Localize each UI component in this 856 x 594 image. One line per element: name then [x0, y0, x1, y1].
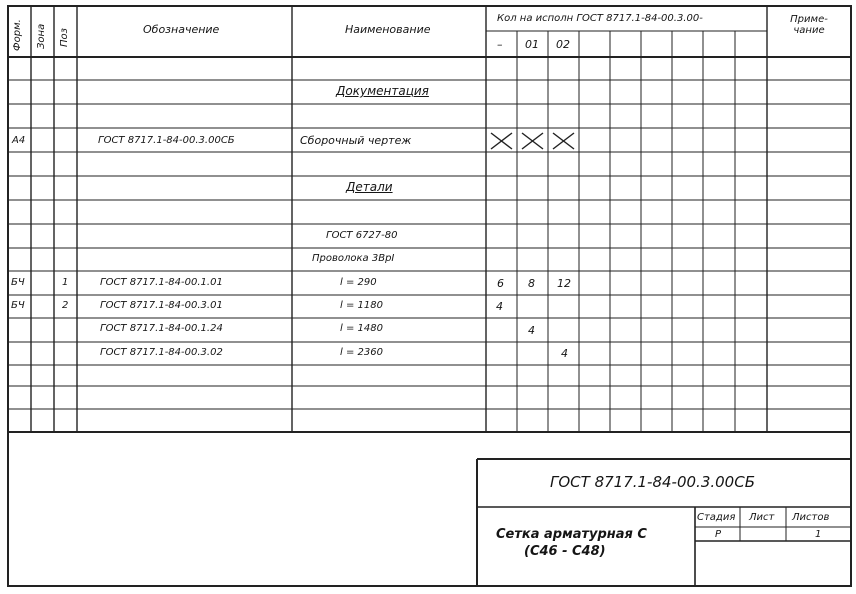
- stage-label: Стадия: [697, 512, 736, 523]
- col-zone-header: Зона: [36, 23, 47, 49]
- item3-designation: ГОСТ 8717.1-84-00.1.24: [100, 323, 223, 334]
- section-details: Детали: [346, 180, 393, 194]
- title-designation: ГОСТ 8717.1-84-00.3.00СБ: [550, 473, 755, 491]
- item2-pos: 2: [62, 300, 69, 311]
- doc-format: А4: [12, 135, 26, 146]
- sheets-value: 1: [815, 529, 822, 540]
- section-documentation: Документация: [336, 84, 429, 98]
- item1-pos: 1: [62, 277, 69, 288]
- col-pos-header: Поз: [59, 28, 70, 47]
- item3-qty-01: 4: [528, 324, 535, 337]
- item1-format: БЧ: [11, 277, 25, 288]
- item1-name: l = 290: [340, 277, 377, 288]
- item1-designation: ГОСТ 8717.1-84-00.1.01: [100, 277, 223, 288]
- doc-designation: ГОСТ 8717.1-84-00.3.00СБ: [98, 135, 235, 146]
- exec-01-header: 01: [525, 38, 539, 51]
- item4-qty-02: 4: [561, 347, 568, 360]
- col-name-header: Наименование: [345, 23, 431, 36]
- item1-qty-dash: 6: [497, 277, 504, 290]
- item1-qty-02: 12: [557, 277, 571, 290]
- col-note-header: Приме- чание: [790, 14, 828, 36]
- title-name-line2: (С46 - С48): [524, 544, 606, 559]
- stage-value: Р: [715, 529, 722, 540]
- item4-designation: ГОСТ 8717.1-84-00.3.02: [100, 347, 223, 358]
- x-marks: [491, 133, 574, 149]
- doc-name: Сборочный чертеж: [300, 134, 412, 147]
- title-name-line1: Сетка арматурная С: [496, 527, 647, 542]
- item2-format: БЧ: [11, 300, 25, 311]
- item2-name: l = 1180: [340, 300, 383, 311]
- item2-qty-dash: 4: [496, 300, 503, 313]
- item2-designation: ГОСТ 8717.1-84-00.3.01: [100, 300, 223, 311]
- exec-dash-header: –: [497, 38, 503, 51]
- item4-name: l = 2360: [340, 347, 383, 358]
- item1-qty-01: 8: [528, 277, 535, 290]
- item3-name: l = 1480: [340, 323, 383, 334]
- sheet-label: Лист: [749, 512, 775, 523]
- col-designation-header: Обозначение: [143, 23, 220, 36]
- exec-02-header: 02: [556, 38, 570, 51]
- sheets-label: Листов: [792, 512, 830, 523]
- material-name: Проволока 3ВрI: [312, 253, 395, 264]
- col-qty-header: Кол на исполн ГОСТ 8717.1-84-00.3.00-: [497, 13, 703, 24]
- material-standard: ГОСТ 6727-80: [326, 230, 398, 241]
- col-format-header: Форм.: [12, 19, 23, 51]
